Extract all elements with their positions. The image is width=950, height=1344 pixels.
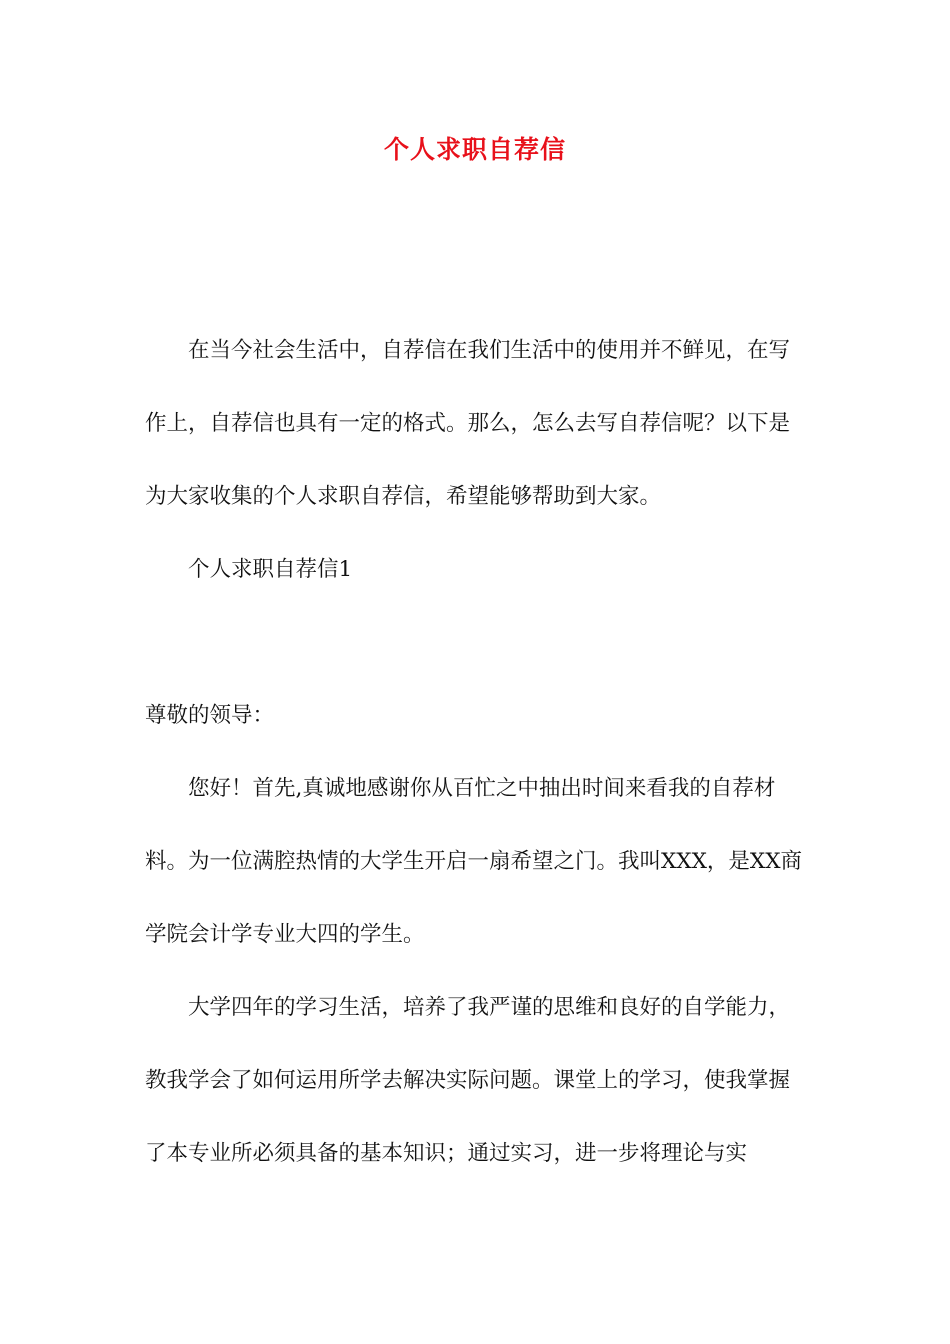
salutation: 尊敬的领导： <box>145 703 275 728</box>
letter-paragraph-1: 您好！首先,真诚地感谢你从百忙之中抽出时间来看我的自荐材料。为一位满腔热情的大学生开启一扇希望之门。我叫XXX，是XX商学院会计学专业大四的学生。 <box>145 776 803 947</box>
blank-line <box>145 606 810 679</box>
intro-paragraph: 在当今社会生活中，自荐信在我们生活中的使用并不鲜见，在写作上，自荐信也具有一定的格式。那么，怎么去写自荐信呢？以下是为大家收集的个人求职自荐信，希望能够帮助到大家。 <box>145 338 791 509</box>
document-title: 个人求职自荐信 <box>383 135 566 164</box>
document-body <box>145 314 810 1190</box>
letter-paragraph-2: 大学四年的学习生活，培养了我严谨的思维和良好的自学能力，教我学会了如何运用所学去解决实际问题。课堂上的学习，使我掌握了本专业所必须具备的基本知识；通过实习，进一步将理论与实 <box>145 995 791 1166</box>
letter-heading: 个人求职自荐信1 <box>188 557 353 582</box>
